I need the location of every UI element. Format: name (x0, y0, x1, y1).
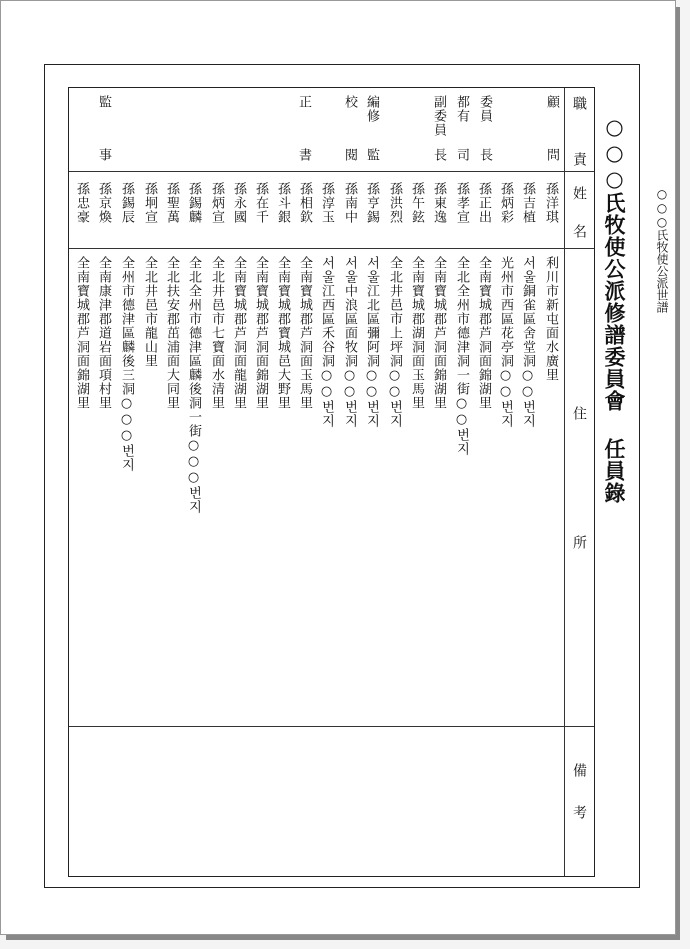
page-title: ○○○氏牧使公派修譜委員會 任員錄 (602, 114, 627, 504)
member-column (187, 88, 207, 728)
member-column (432, 88, 452, 728)
role-auditor-bottom: 事 (96, 148, 111, 162)
role-proofreader-bottom: 閱 (342, 148, 357, 162)
member-column (365, 88, 385, 728)
role-vice-chair-top: 副委員 (431, 95, 446, 137)
member-address: 全北全州市德津區麟後洞一街○○○번지 (186, 256, 201, 514)
member-column (521, 88, 541, 728)
member-address: 서울中浪區面牧洞○○번지 (342, 256, 357, 428)
header-name: 姓名 (571, 186, 587, 262)
role-editor-bottom: 監 (364, 148, 379, 162)
member-address: 全北井邑市龍山里 (142, 256, 157, 368)
member-address: 全南寶城郡寶城邑大野里 (275, 256, 290, 410)
role-auditor-top: 監 (96, 95, 111, 109)
member-name: 孫南中 (342, 182, 357, 224)
role-treasurer-top: 都有 (454, 95, 469, 123)
member-column (232, 88, 252, 728)
member-address: 서울江北區彌阿洞○○번지 (364, 256, 379, 428)
member-name: 孫亨錫 (364, 182, 379, 224)
member-address: 全州市德津區麟後三洞○○○번지 (119, 256, 134, 472)
member-address: 서울江西區禾谷洞○○번지 (319, 256, 334, 428)
member-name: 孫吉植 (520, 182, 535, 224)
role-proofreader-top: 校 (342, 95, 357, 109)
member-name: 孫炳彩 (498, 182, 513, 224)
member-address: 利川市新屯面水廣里 (543, 256, 558, 382)
member-address: 全南寶城郡芦洞面錦湖里 (431, 256, 446, 410)
header-remarks-1: 備 (571, 763, 587, 777)
member-column (410, 88, 430, 728)
header-column-divider (564, 88, 565, 876)
member-column (120, 88, 140, 728)
member-address: 全南寶城郡芦洞面錦湖里 (476, 256, 491, 410)
member-column (254, 88, 274, 728)
member-name: 孫京煥 (96, 182, 111, 224)
member-name: 孫炳宣 (209, 182, 224, 224)
member-name: 孫淳玉 (319, 182, 334, 224)
member-name: 孫孝宣 (454, 182, 469, 224)
member-name: 孫坰宣 (142, 182, 157, 224)
roster-table (68, 87, 595, 877)
member-address: 全南寶城郡芦洞面龍湖里 (231, 256, 246, 410)
member-column (298, 88, 318, 728)
member-name: 孫錫辰 (119, 182, 134, 224)
member-column (544, 88, 564, 728)
member-address: 全北全州市德津洞一街○○번지 (454, 256, 469, 456)
member-address: 光州市西區花亭洞○○번지 (498, 256, 513, 428)
member-name: 孫午鉉 (409, 182, 424, 224)
member-name: 孫在千 (253, 182, 268, 224)
member-address: 全北井邑市上坪洞○○번지 (387, 256, 402, 428)
member-address: 全南寶城郡芦洞面錦湖里 (253, 256, 268, 410)
member-name: 孫忠豪 (74, 182, 89, 224)
header-remarks-2: 考 (571, 805, 587, 819)
member-address: 서울銅雀區舍堂洞○○번지 (520, 256, 535, 428)
member-address: 全南寶城郡芦洞面玉馬里 (297, 256, 312, 410)
role-editor-top: 編修 (364, 95, 379, 123)
member-name: 孫洪烈 (387, 182, 402, 224)
member-column (343, 88, 363, 728)
member-name: 孫斗銀 (275, 182, 290, 224)
role-treasurer-bottom: 司 (454, 148, 469, 162)
running-head: ○○○氏牧使公派世譜 (655, 187, 669, 313)
member-column (276, 88, 296, 728)
member-name: 孫錫麟 (186, 182, 201, 224)
role-vice-chair-bottom: 長 (431, 148, 446, 162)
member-name: 孫正出 (476, 182, 491, 224)
role-advisor-top: 顧 (544, 95, 559, 109)
member-column (210, 88, 230, 728)
member-address: 全南康津郡道岩面項村里 (96, 256, 111, 410)
member-name: 孫東逸 (431, 182, 446, 224)
member-address: 全北扶安郡茁浦面大同里 (164, 256, 179, 410)
role-scribe-bottom: 書 (296, 148, 311, 162)
role-scribe-top: 正 (296, 95, 311, 109)
header-role: 職責 (571, 96, 587, 208)
member-name: 孫聖萬 (164, 182, 179, 224)
role-chair-bottom: 長 (477, 148, 492, 162)
member-column (75, 88, 95, 728)
member-column (499, 88, 519, 728)
member-name: 孫相欽 (297, 182, 312, 224)
member-name: 孫洋琪 (543, 182, 558, 224)
header-address-2: 所 (571, 535, 587, 549)
member-column (97, 88, 117, 728)
role-advisor-bottom: 問 (544, 148, 559, 162)
member-column (455, 88, 475, 728)
member-column (477, 88, 497, 728)
member-column (388, 88, 408, 728)
member-column (143, 88, 163, 728)
header-address-1: 住 (571, 406, 587, 420)
member-name: 孫永國 (231, 182, 246, 224)
role-chair-top: 委員 (477, 95, 492, 123)
member-column (165, 88, 185, 728)
member-column (320, 88, 340, 728)
member-address: 全北井邑市七寶面水清里 (209, 256, 224, 410)
member-address: 全南寶城郡芦洞面錦湖里 (74, 256, 89, 410)
member-address: 全南寶城郡湖洞面玉馬里 (409, 256, 424, 410)
